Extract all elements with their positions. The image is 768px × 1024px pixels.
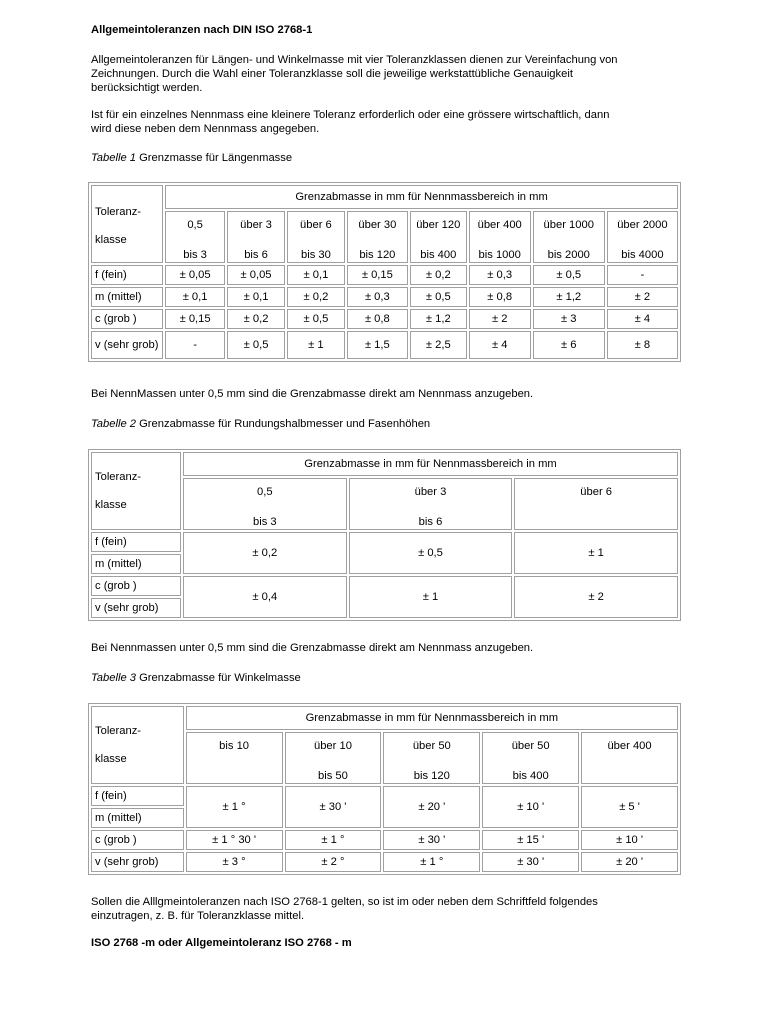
class-label: f (fein) [91, 786, 184, 806]
tolerance-value: ± 1 ° [383, 852, 480, 872]
range-to: bis 6 [244, 249, 268, 261]
tolerance-value: ± 0,1 [227, 287, 285, 307]
tolerance-value: ± 1,2 [410, 309, 467, 329]
tolerance-value: ± 0,1 [287, 265, 345, 285]
table1-note: Bei NennMassen unter 0,5 mm sind die Grenzabmasse direkt am Nennmass anzugeben. [91, 388, 534, 400]
range-cell [287, 211, 345, 263]
table-row [91, 287, 678, 307]
table-header: Grenzabmasse in mm für Nennmassbereich in mm [165, 185, 678, 209]
tolerance-value: ± 0,15 [347, 265, 408, 285]
tolerance-value: ± 3 [533, 309, 605, 329]
range-to: bis 2000 [547, 249, 590, 261]
range-from: über 10 [313, 740, 352, 752]
table-header: Grenzabmasse in mm für Nennmassbereich in mm [183, 452, 678, 476]
tolerance-value: ± 3 ° [186, 852, 283, 872]
range-to: bis 4000 [621, 249, 664, 261]
tolerance-value: ± 5 ' [581, 786, 678, 828]
tolerance-value: ± 0,05 [165, 265, 225, 285]
tolerance-value: ± 30 ' [285, 786, 382, 828]
range-from: über 50 [412, 740, 451, 752]
range-from: über 30 [358, 219, 397, 231]
tolerance-value: ± 15 ' [482, 830, 579, 850]
tolerance-value: ± 1 [287, 331, 345, 359]
tolerance-value: ± 30 ' [482, 852, 579, 872]
range-cell [183, 478, 347, 530]
tolerance-value: ± 0,8 [469, 287, 531, 307]
range-to: bis 120 [359, 249, 396, 261]
range-from: über 6 [580, 486, 613, 498]
range-from: über 400 [607, 740, 652, 752]
range-from: 0,5 [257, 486, 273, 498]
class-label: c (grob ) [91, 309, 163, 329]
table-row [91, 830, 678, 850]
range-cell [347, 211, 408, 263]
table1-caption: Tabelle 1 Grenzmasse für Längenmasse [91, 152, 293, 164]
table-row [91, 576, 678, 596]
class-label: m (mittel) [91, 808, 184, 828]
range-from: über 1000 [543, 219, 594, 231]
class-label: v (sehr grob) [91, 598, 181, 618]
table-row [91, 852, 678, 872]
designation-example: ISO 2768 -m oder Allgemeintoleranz ISO 2768 - m [91, 937, 352, 949]
range-from: über 400 [477, 219, 522, 231]
tolerance-value: ± 2 [607, 287, 678, 307]
range-to: bis 6 [418, 516, 443, 528]
class-label: m (mittel) [91, 554, 181, 574]
range-to: bis 3 [253, 516, 277, 528]
range-cell [607, 211, 678, 263]
range-from: bis 10 [219, 740, 250, 752]
tolerance-value: ± 1 ° [285, 830, 382, 850]
range-row [91, 211, 678, 263]
tolerance-value: ± 0,3 [347, 287, 408, 307]
range-cell [581, 732, 678, 784]
tolerance-value: ± 0,2 [227, 309, 285, 329]
tolerance-value: ± 2 [469, 309, 531, 329]
tolerance-value: ± 1 [514, 532, 678, 574]
tolerance-value: ± 0,5 [533, 265, 605, 285]
tolerance-value: ± 2 ° [285, 852, 382, 872]
table-row [91, 786, 678, 806]
tolerance-value: ± 0,5 [287, 309, 345, 329]
table-row [91, 532, 678, 552]
tolerance-value: ± 8 [607, 331, 678, 359]
tolerance-value: ± 2 [514, 576, 678, 618]
tolerance-value: ± 6 [533, 331, 605, 359]
tolerance-value: ± 0,2 [183, 532, 347, 574]
range-cell [533, 211, 605, 263]
range-cell [514, 478, 678, 530]
class-header: Toleranz- klasse [91, 452, 181, 530]
range-cell [285, 732, 382, 784]
tolerance-value: ± 0,3 [469, 265, 531, 285]
range-to [518, 499, 674, 515]
range-cell [410, 211, 467, 263]
closing-paragraph: Sollen die Alllgmeintoleranzen nach ISO 2768-1 gelten, so ist im oder neben dem Schriftfeld folgendes einzutragen, z. B. für Toleranzklasse mittel. [91, 896, 598, 922]
table-row [91, 265, 678, 285]
class-header: Toleranz- klasse [91, 185, 163, 263]
class-label: c (grob ) [91, 830, 184, 850]
range-to: bis 30 [300, 249, 331, 261]
page-title: Allgemeintoleranzen nach DIN ISO 2768-1 [91, 24, 313, 36]
range-from: über 6 [300, 219, 332, 231]
tolerance-value: ± 0,5 [410, 287, 467, 307]
tolerance-value: ± 0,4 [183, 576, 347, 618]
class-label: v (sehr grob) [91, 331, 163, 359]
tolerance-value: ± 4 [469, 331, 531, 359]
range-to: bis 400 [512, 770, 549, 782]
tolerance-value: ± 0,1 [165, 287, 225, 307]
radius-chamfer-table [88, 449, 681, 621]
tolerance-value: ± 0,8 [347, 309, 408, 329]
range-from: über 2000 [617, 219, 668, 231]
tolerance-value: ± 4 [607, 309, 678, 329]
table2-caption: Tabelle 2 Grenzabmasse für Rundungshalbmesser und Fasenhöhen [91, 418, 431, 430]
range-from: 0,5 [187, 219, 203, 231]
tolerance-value: ± 30 ' [383, 830, 480, 850]
table-header: Grenzabmasse in mm für Nennmassbereich in mm [186, 706, 678, 730]
table2-note: Bei Nennmassen unter 0,5 mm sind die Grenzabmasse direkt am Nennmass anzugeben. [91, 642, 534, 654]
tolerance-value: ± 1 ° 30 ' [186, 830, 283, 850]
class-label: v (sehr grob) [91, 852, 184, 872]
range-cell [186, 732, 283, 784]
range-from: über 3 [240, 219, 272, 231]
tolerance-value: - [165, 331, 225, 359]
tolerance-value: ± 10 ' [482, 786, 579, 828]
range-cell [383, 732, 480, 784]
intro-paragraph: Allgemeintoleranzen für Längen- und Winkelmasse mit vier Toleranzklassen dienen zur Vereinfachung von Zeichnungen. Durch die Wahl einer Toleranzklasse soll die jeweilige werkstattübliche Genauigkeit berücksichtigt werden. [91, 54, 618, 94]
range-cell [227, 211, 285, 263]
range-from: über 3 [414, 486, 447, 498]
range-to [585, 753, 674, 769]
range-from: über 50 [511, 740, 550, 752]
range-to: bis 400 [420, 249, 457, 261]
table-row [91, 309, 678, 329]
range-to: bis 3 [183, 249, 207, 261]
range-cell [482, 732, 579, 784]
tolerance-value: ± 0,5 [227, 331, 285, 359]
range-to: bis 50 [318, 770, 348, 782]
class-label: m (mittel) [91, 287, 163, 307]
tolerance-value: ± 1,5 [347, 331, 408, 359]
tolerance-value: - [607, 265, 678, 285]
table3-caption: Tabelle 3 Grenzabmasse für Winkelmasse [91, 672, 301, 684]
table-row [91, 331, 678, 359]
tolerance-value: ± 0,2 [287, 287, 345, 307]
range-cell [349, 478, 513, 530]
range-to: bis 1000 [478, 249, 521, 261]
smaller-tolerance-paragraph: Ist für ein einzelnes Nennmass eine kleinere Toleranz erforderlich oder eine grössere wirtschaftlich, dann wird diese neben dem Nennmass angegeben. [91, 109, 610, 135]
range-from: über 120 [416, 219, 461, 231]
tolerance-value: ± 2,5 [410, 331, 467, 359]
range-cell [469, 211, 531, 263]
tolerance-value: ± 1 ° [186, 786, 283, 828]
tolerance-value: ± 0,05 [227, 265, 285, 285]
tolerance-value: ± 0,15 [165, 309, 225, 329]
length-tolerance-table [88, 182, 681, 362]
tolerance-value: ± 20 ' [581, 852, 678, 872]
tolerance-value: ± 1 [349, 576, 513, 618]
class-label: f (fein) [91, 532, 181, 552]
class-label: c (grob ) [91, 576, 181, 596]
tolerance-value: ± 0,5 [349, 532, 513, 574]
range-to: bis 120 [413, 770, 450, 782]
range-cell [165, 211, 225, 263]
tolerance-value: ± 0,2 [410, 265, 467, 285]
class-label: f (fein) [91, 265, 163, 285]
class-header: Toleranz- klasse [91, 706, 184, 784]
angle-tolerance-table [88, 703, 681, 875]
range-to [190, 753, 279, 769]
tolerance-value: ± 20 ' [383, 786, 480, 828]
tolerance-value: ± 10 ' [581, 830, 678, 850]
tolerance-value: ± 1,2 [533, 287, 605, 307]
